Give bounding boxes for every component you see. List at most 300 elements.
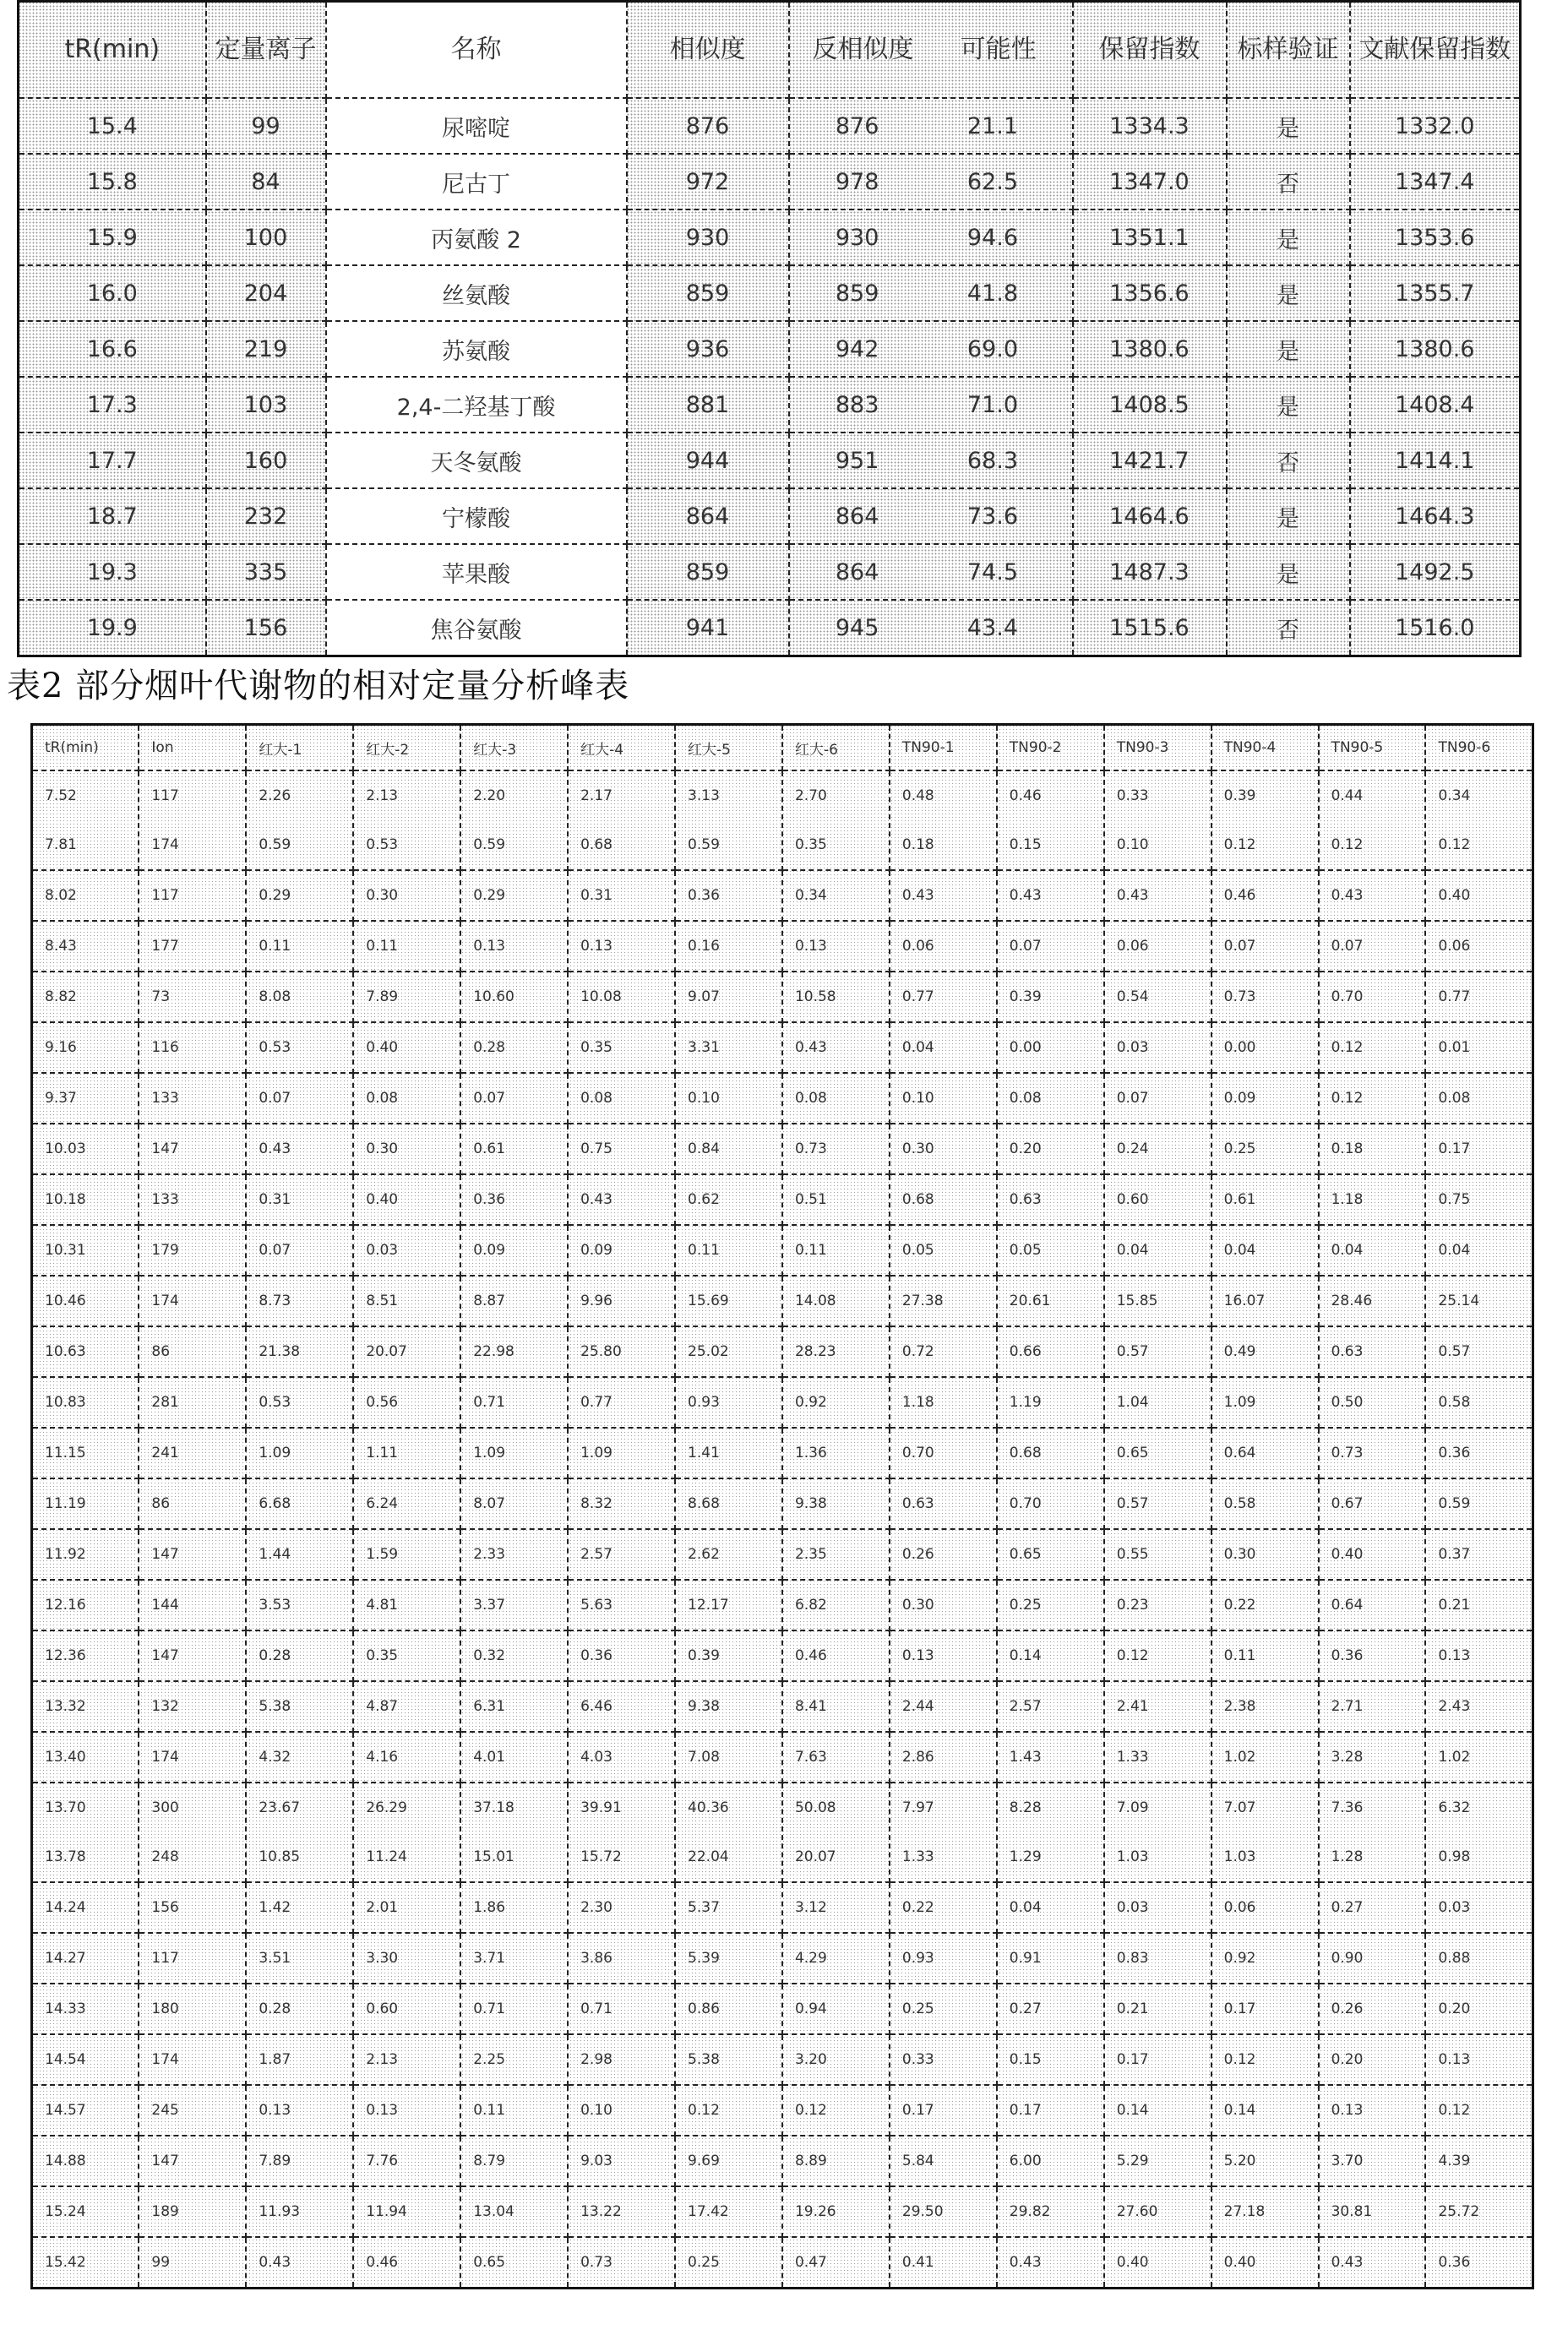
table-cell: 0.10: [675, 1073, 782, 1124]
table-cell: 0.40: [1425, 870, 1533, 921]
table-cell: [246, 1783, 353, 1882]
cell-value: 6.32: [1438, 1799, 1471, 1816]
table-cell: 241: [139, 1428, 246, 1478]
table-cell: 8.41: [782, 1681, 890, 1732]
table-cell: 0.92: [1211, 1933, 1319, 1984]
table-cell: 2.35: [782, 1529, 890, 1580]
table-cell: 6.24: [353, 1478, 460, 1529]
cell-reverse-similarity: 864: [835, 503, 879, 530]
table-cell: 0.70: [890, 1428, 997, 1478]
cell-similarity: 881: [627, 377, 789, 433]
table-cell: 0.31: [568, 870, 675, 921]
cell-value: 0.59: [688, 836, 720, 853]
table-cell: [1425, 770, 1533, 870]
cell-standard-verified: 是: [1227, 488, 1350, 544]
table-row: [32, 1630, 1533, 1681]
cell-retention-time: 19.9: [19, 600, 206, 656]
table-cell: 144: [139, 1580, 246, 1630]
cell-literature-ri: 1347.4: [1350, 154, 1521, 210]
table-cell: 0.43: [1319, 870, 1426, 921]
table-cell: 14.54: [32, 2034, 139, 2085]
table-cell: 8.08: [246, 972, 353, 1022]
table-cell: 0.55: [1104, 1529, 1211, 1580]
table-cell: 1.36: [782, 1428, 890, 1478]
table-row: [19, 433, 1521, 488]
table-cell: 174: [139, 2034, 246, 2085]
cell-name: 苹果酸: [326, 544, 627, 600]
table2-caption: 表2 部分烟叶代谢物的相对定量分析峰表: [7, 667, 630, 705]
table-cell: 0.17: [890, 2085, 997, 2136]
table-cell: 0.40: [353, 1174, 460, 1225]
cell-retention-index: 1356.6: [1073, 265, 1227, 321]
table2-header-cell: 红大-4: [568, 725, 675, 771]
table-cell: 0.34: [782, 870, 890, 921]
table-cell: 0.43: [890, 870, 997, 921]
table-cell: 0.61: [460, 1124, 568, 1174]
table-cell: 1.86: [460, 1882, 568, 1933]
table-cell: [568, 770, 675, 870]
table-cell: 3.12: [782, 1882, 890, 1933]
cell-retention-time: 16.0: [19, 265, 206, 321]
table-row: [32, 1478, 1533, 1529]
cell-retention-index: 1464.6: [1073, 488, 1227, 544]
table-cell: 14.33: [32, 1984, 139, 2034]
cell-reverse-similarity: 876: [835, 112, 879, 139]
cell-value: 13.78: [45, 1848, 86, 1865]
table-cell: 0.51: [782, 1174, 890, 1225]
table-cell: 133: [139, 1174, 246, 1225]
cell-quant-ion: 103: [206, 377, 326, 433]
table-cell: 12.36: [32, 1630, 139, 1681]
table-cell: 1.19: [997, 1377, 1104, 1428]
table-cell: [1319, 1783, 1426, 1882]
table-cell: 0.30: [890, 1124, 997, 1174]
table-cell: 0.77: [1425, 972, 1533, 1022]
table-row: [19, 98, 1521, 154]
table-cell: 29.50: [890, 2186, 997, 2237]
table-cell: 0.39: [675, 1630, 782, 1681]
table-cell: 189: [139, 2186, 246, 2237]
table-cell: 0.12: [1104, 1630, 1211, 1681]
table-cell: 0.30: [890, 1580, 997, 1630]
table-cell: 5.39: [675, 1933, 782, 1984]
table-cell: 0.53: [246, 1377, 353, 1428]
table-cell: 10.03: [32, 1124, 139, 1174]
table-cell: 30.81: [1319, 2186, 1426, 2237]
cell-standard-verified: 是: [1227, 377, 1350, 433]
cell-literature-ri: 1464.3: [1350, 488, 1521, 544]
table-cell: 0.70: [997, 1478, 1104, 1529]
table-cell: 0.04: [1104, 1225, 1211, 1276]
cell-retention-index: 1380.6: [1073, 321, 1227, 377]
cell-value: 8.28: [1009, 1799, 1042, 1816]
table-cell: 3.71: [460, 1933, 568, 1984]
table-cell: 0.10: [890, 1073, 997, 1124]
table-cell: 0.65: [460, 2237, 568, 2289]
cell-value: 1.33: [901, 1848, 934, 1865]
table-cell: 2.71: [1319, 1681, 1426, 1732]
cell-value: 2.70: [794, 787, 827, 804]
table-cell: 22.98: [460, 1326, 568, 1377]
table-cell: 0.65: [1104, 1428, 1211, 1478]
table-row: [32, 1377, 1533, 1428]
table-cell: 0.14: [1211, 2085, 1319, 2136]
table-cell: 0.88: [1425, 1933, 1533, 1984]
table-cell: 27.38: [890, 1276, 997, 1326]
table-cell: 174: [139, 1276, 246, 1326]
metabolite-identification-table: [17, 0, 1522, 657]
table-cell: 0.90: [1319, 1933, 1426, 1984]
table-cell: 0.66: [997, 1326, 1104, 1377]
table-cell: 1.02: [1211, 1732, 1319, 1783]
table-cell: 3.70: [1319, 2136, 1426, 2186]
table-cell: 10.18: [32, 1174, 139, 1225]
table-cell: 1.04: [1104, 1377, 1211, 1428]
table-cell: 20.61: [997, 1276, 1104, 1326]
table-cell: 0.07: [997, 921, 1104, 972]
table-cell: 4.39: [1425, 2136, 1533, 2186]
cell-literature-ri: 1380.6: [1350, 321, 1521, 377]
table2-header-cell: 红大-2: [353, 725, 460, 771]
table-cell: 3.28: [1319, 1732, 1426, 1783]
cell-literature-ri: 1332.0: [1350, 98, 1521, 154]
cell-value: 2.26: [259, 787, 291, 804]
table-cell: 0.40: [353, 1022, 460, 1073]
cell-quant-ion: 335: [206, 544, 326, 600]
table-cell: 0.12: [1319, 1022, 1426, 1073]
table-cell: 0.12: [675, 2085, 782, 2136]
table-cell: [890, 770, 997, 870]
table-cell: 7.89: [353, 972, 460, 1022]
cell-standard-verified: 是: [1227, 265, 1350, 321]
table-cell: 21.38: [246, 1326, 353, 1377]
table-cell: 11.94: [353, 2186, 460, 2237]
cell-value: 0.12: [1438, 836, 1471, 853]
table-cell: [782, 1783, 890, 1882]
table-cell: 16.07: [1211, 1276, 1319, 1326]
table-cell: [1425, 1783, 1533, 1882]
cell-value: 0.10: [1116, 836, 1149, 853]
table1-header-row: [19, 2, 1521, 99]
table-cell: 6.31: [460, 1681, 568, 1732]
table-row: [32, 2186, 1533, 2237]
table-cell: 8.51: [353, 1276, 460, 1326]
cell-retention-time: 16.6: [19, 321, 206, 377]
table-cell: 0.27: [1319, 1882, 1426, 1933]
table-cell: 0.04: [1425, 1225, 1533, 1276]
table-cell: 9.37: [32, 1073, 139, 1124]
table-row: [19, 488, 1521, 544]
cell-probability: 69.0: [966, 335, 1019, 362]
table-cell: 147: [139, 1529, 246, 1580]
table-cell: 0.05: [997, 1225, 1104, 1276]
table-row: [32, 1529, 1533, 1580]
cell-similarity: 972: [627, 154, 789, 210]
cell-probability: 94.6: [966, 224, 1019, 251]
table-cell: 15.24: [32, 2186, 139, 2237]
header-retention-time: tR(min): [19, 2, 206, 99]
table-cell: 3.53: [246, 1580, 353, 1630]
table-cell: 10.31: [32, 1225, 139, 1276]
table-cell: 0.77: [890, 972, 997, 1022]
table-cell: 4.16: [353, 1732, 460, 1783]
table-cell: 147: [139, 1630, 246, 1681]
table-cell: 14.88: [32, 2136, 139, 2186]
table-cell: 10.08: [568, 972, 675, 1022]
cell-value: 39.91: [580, 1799, 622, 1816]
table-cell: 2.13: [353, 2034, 460, 2085]
table-row: [19, 321, 1521, 377]
cell-value: 0.48: [901, 787, 934, 804]
table-cell: 0.24: [1104, 1124, 1211, 1174]
table-cell: 12.16: [32, 1580, 139, 1630]
table-cell: 0.01: [1425, 1022, 1533, 1073]
cell-value: 1.28: [1331, 1848, 1364, 1865]
table-cell: 0.35: [353, 1630, 460, 1681]
cell-probability: 43.4: [966, 614, 1019, 641]
table-cell: 2.38: [1211, 1681, 1319, 1732]
table2-header-cell: tR(min): [32, 725, 139, 771]
table-cell: 5.38: [675, 2034, 782, 2085]
cell-retention-index: 1351.1: [1073, 210, 1227, 265]
table-cell: 6.00: [997, 2136, 1104, 2186]
table-row: [32, 1783, 1533, 1882]
table-cell: 0.43: [568, 1174, 675, 1225]
cell-quant-ion: 156: [206, 600, 326, 656]
table-cell: [997, 1783, 1104, 1882]
table-cell: 0.58: [1211, 1478, 1319, 1529]
table-cell: 4.29: [782, 1933, 890, 1984]
cell-quant-ion: 160: [206, 433, 326, 488]
table2-header-cell: 红大-5: [675, 725, 782, 771]
relative-quantification-table: [30, 723, 1534, 2289]
cell-retention-index: 1421.7: [1073, 433, 1227, 488]
cell-value: 0.68: [580, 836, 612, 853]
table-row: [32, 1681, 1533, 1732]
table-cell: 0.25: [890, 1984, 997, 2034]
table-cell: 0.03: [1104, 1882, 1211, 1933]
cell-name: 丝氨酸: [326, 265, 627, 321]
table-cell: 0.11: [675, 1225, 782, 1276]
cell-reverse-similarity: 883: [835, 391, 879, 418]
table-cell: 0.06: [1425, 921, 1533, 972]
table-cell: 0.17: [1104, 2034, 1211, 2085]
table-row: [32, 921, 1533, 972]
table-cell: 10.83: [32, 1377, 139, 1428]
table-cell: 0.09: [568, 1225, 675, 1276]
cell-probability: 71.0: [966, 391, 1019, 418]
table-cell: 0.25: [997, 1580, 1104, 1630]
table-row: [32, 1732, 1533, 1783]
table-cell: 0.59: [1425, 1478, 1533, 1529]
table-row: [32, 770, 1533, 870]
table-cell: 5.38: [246, 1681, 353, 1732]
table-cell: 0.03: [353, 1225, 460, 1276]
table-cell: 6.82: [782, 1580, 890, 1630]
header-reverse-similarity: 反相似度: [812, 35, 914, 64]
table-cell: 177: [139, 921, 246, 972]
cell-probability: 21.1: [966, 112, 1019, 139]
table-cell: [460, 1783, 568, 1882]
table-cell: 1.09: [568, 1428, 675, 1478]
table-cell: 0.11: [353, 921, 460, 972]
cell-retention-time: 15.8: [19, 154, 206, 210]
table-cell: [997, 770, 1104, 870]
table-cell: 0.60: [353, 1984, 460, 2034]
table-cell: 86: [139, 1478, 246, 1529]
table-cell: 3.51: [246, 1933, 353, 1984]
table-cell: 0.41: [890, 2237, 997, 2289]
table-cell: 0.67: [1319, 1478, 1426, 1529]
table-cell: 0.14: [997, 1630, 1104, 1681]
table-cell: 9.38: [675, 1681, 782, 1732]
table-cell: 0.20: [997, 1124, 1104, 1174]
table-cell: 0.04: [997, 1882, 1104, 1933]
table-cell: 0.60: [1104, 1174, 1211, 1225]
table-cell: 13.32: [32, 1681, 139, 1732]
table-cell: 0.86: [675, 1984, 782, 2034]
table-cell: 0.57: [1104, 1326, 1211, 1377]
table-cell: 99: [139, 2237, 246, 2289]
cell-value: 1.29: [1009, 1848, 1042, 1865]
cell-value: 0.18: [901, 836, 934, 853]
table-cell: [675, 770, 782, 870]
table-cell: 0.23: [1104, 1580, 1211, 1630]
table-cell: 12.17: [675, 1580, 782, 1630]
table-cell: 0.68: [997, 1428, 1104, 1478]
table-cell: 2.86: [890, 1732, 997, 1783]
cell-name: 宁檬酸: [326, 488, 627, 544]
table-cell: 25.02: [675, 1326, 782, 1377]
table-cell: 0.43: [1104, 870, 1211, 921]
table-cell: [353, 1783, 460, 1882]
table-cell: 0.17: [1425, 1124, 1533, 1174]
table-cell: 3.20: [782, 2034, 890, 2085]
table-row: [32, 1225, 1533, 1276]
table-cell: 0.08: [1425, 1073, 1533, 1124]
table-cell: 132: [139, 1681, 246, 1732]
table-cell: [1211, 1783, 1319, 1882]
cell-reverse-similarity: 978: [835, 168, 879, 195]
table-cell: 0.13: [246, 2085, 353, 2136]
cell-name: 焦谷氨酸: [326, 600, 627, 656]
table-cell: 29.82: [997, 2186, 1104, 2237]
table-row: [32, 1124, 1533, 1174]
table-cell: 73: [139, 972, 246, 1022]
cell-name: 天冬氨酸: [326, 433, 627, 488]
table-cell: 0.61: [1211, 1174, 1319, 1225]
cell-reverse-similarity: 864: [835, 558, 879, 585]
table-cell: 10.58: [782, 972, 890, 1022]
cell-probability: 41.8: [966, 280, 1019, 307]
table-cell: 9.07: [675, 972, 782, 1022]
table-cell: 0.07: [246, 1225, 353, 1276]
table-cell: 3.30: [353, 1933, 460, 1984]
table-cell: 0.13: [1319, 2085, 1426, 2136]
table-cell: 0.47: [782, 2237, 890, 2289]
table-cell: 1.87: [246, 2034, 353, 2085]
cell-retention-time: 17.7: [19, 433, 206, 488]
table-cell: 179: [139, 1225, 246, 1276]
table-cell: 1.43: [997, 1732, 1104, 1783]
table-cell: 0.30: [353, 870, 460, 921]
table-cell: 28.46: [1319, 1276, 1426, 1326]
cell-reverse-similarity-probability: [789, 98, 1073, 154]
table-cell: 0.03: [1425, 1882, 1533, 1933]
cell-value: 37.18: [473, 1799, 514, 1816]
table-cell: 2.98: [568, 2034, 675, 2085]
table2-header-cell: TN90-6: [1425, 725, 1533, 771]
header-name: 名称: [326, 2, 627, 99]
table-cell: 0.62: [675, 1174, 782, 1225]
table-cell: 0.29: [460, 870, 568, 921]
cell-reverse-similarity-probability: [789, 544, 1073, 600]
table-cell: 0.00: [1211, 1022, 1319, 1073]
table-row: [32, 1428, 1533, 1478]
cell-value: 0.12: [1331, 836, 1364, 853]
table-cell: 0.71: [460, 1984, 568, 2034]
cell-similarity: 936: [627, 321, 789, 377]
cell-name: 2,4-二羟基丁酸: [326, 377, 627, 433]
table-cell: 9.16: [32, 1022, 139, 1073]
table-cell: 0.13: [890, 1630, 997, 1681]
table-cell: 15.69: [675, 1276, 782, 1326]
table-cell: 0.93: [675, 1377, 782, 1428]
table2-header-cell: 红大-3: [460, 725, 568, 771]
table-cell: 19.26: [782, 2186, 890, 2237]
table-cell: 0.28: [246, 1630, 353, 1681]
table-cell: 6.68: [246, 1478, 353, 1529]
table-cell: [782, 770, 890, 870]
table-cell: 5.63: [568, 1580, 675, 1630]
table-cell: 0.43: [782, 1022, 890, 1073]
table-cell: 0.27: [997, 1984, 1104, 2034]
table-cell: 0.26: [1319, 1984, 1426, 2034]
table-cell: 13.40: [32, 1732, 139, 1783]
cell-reverse-similarity-probability: [789, 433, 1073, 488]
table-cell: 8.82: [32, 972, 139, 1022]
table-cell: 0.06: [1211, 1882, 1319, 1933]
table-cell: 0.20: [1319, 2034, 1426, 2085]
cell-value: 7.52: [45, 787, 77, 804]
table-cell: [568, 1783, 675, 1882]
table-cell: 5.37: [675, 1882, 782, 1933]
table-cell: 8.43: [32, 921, 139, 972]
table-cell: 0.73: [1319, 1428, 1426, 1478]
cell-value: 0.33: [1116, 787, 1149, 804]
table-cell: 10.63: [32, 1326, 139, 1377]
table-cell: 0.54: [1104, 972, 1211, 1022]
table-cell: 1.33: [1104, 1732, 1211, 1783]
table2-header-cell: TN90-5: [1319, 725, 1426, 771]
cell-reverse-similarity-probability: [789, 265, 1073, 321]
table-cell: 0.83: [1104, 1933, 1211, 1984]
table-cell: 0.39: [997, 972, 1104, 1022]
table-cell: 0.65: [997, 1529, 1104, 1580]
cell-value: 0.12: [1223, 836, 1256, 853]
table-cell: 0.36: [568, 1630, 675, 1681]
table-cell: 174: [139, 1732, 246, 1783]
table-cell: 9.96: [568, 1276, 675, 1326]
table-row: [19, 154, 1521, 210]
table-cell: 0.28: [246, 1984, 353, 2034]
cell-retention-time: 15.9: [19, 210, 206, 265]
table-cell: 0.43: [997, 2237, 1104, 2289]
table-cell: 1.41: [675, 1428, 782, 1478]
table2-header-cell: 红大-1: [246, 725, 353, 771]
cell-reverse-similarity-probability: [789, 377, 1073, 433]
table-cell: 20.07: [353, 1326, 460, 1377]
